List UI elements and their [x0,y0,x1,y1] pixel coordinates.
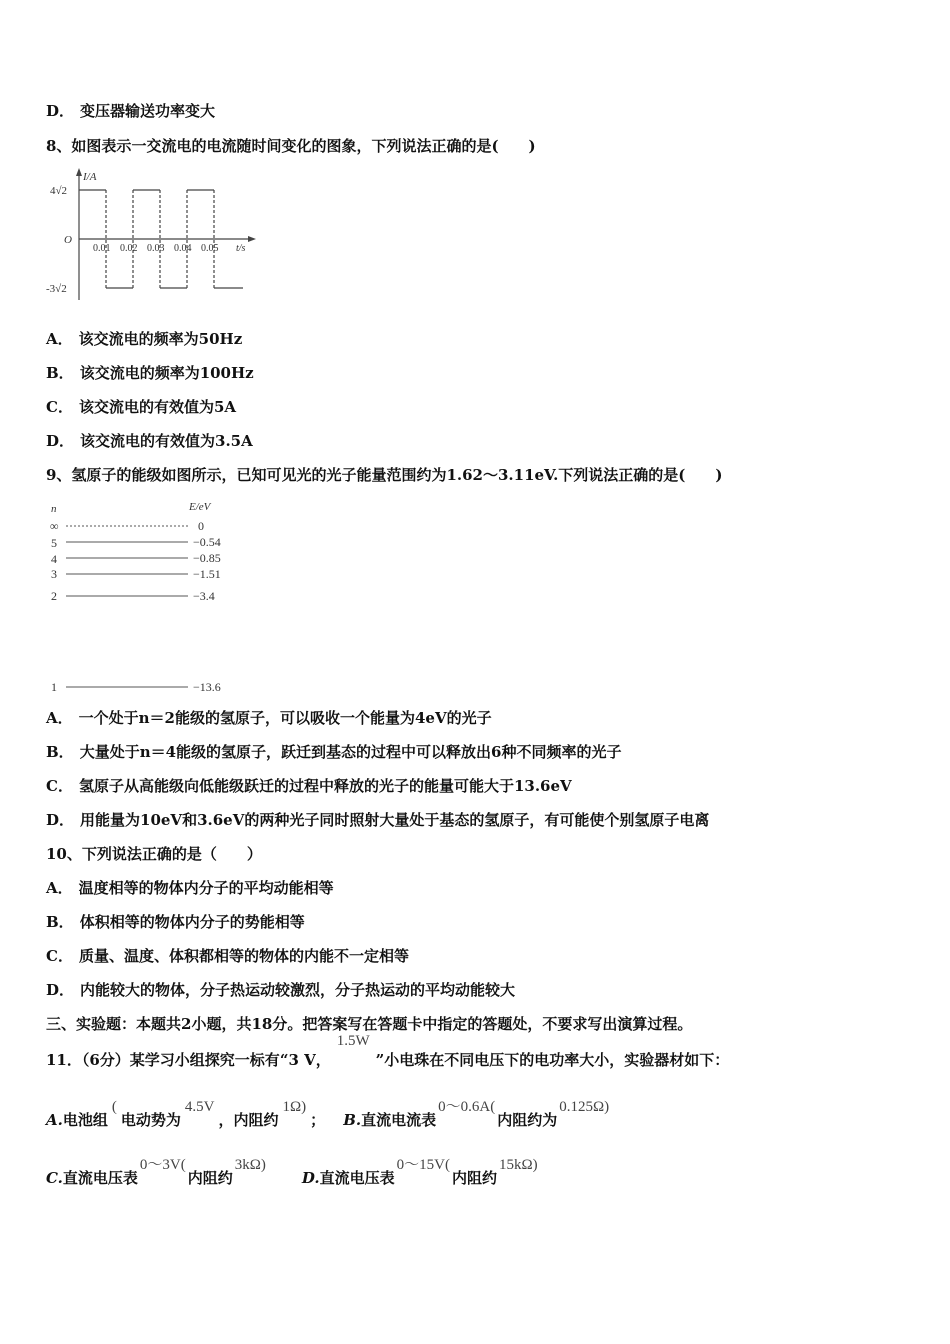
level-energy: 0 [198,519,204,533]
option-label: D． [46,981,75,999]
option-text: 该交流电的有效值为5A [78,398,237,416]
option-label: D． [46,811,75,829]
q8-stem: 8、如图表示一交流电的电流随时间变化的图象，下列说法正确的是( ) [46,137,536,155]
q11-item-a [46,1099,611,1131]
level-n: 3 [51,567,57,581]
level-n: 4 [51,552,57,566]
item-text: 直流电流表 [361,1111,437,1129]
option-text: 大量处于n＝4能级的氢原子，跃迁到基态的过程中可以释放出6种不同频率的光子 [79,743,622,761]
option-text: 氢原子从高能级向低能级跃迁的过程中释放的光子的能量可能大于13.6eV [78,777,572,795]
option-text: 内能较大的物体，分子热运动较激烈，分子热运动的平均动能较大 [80,981,516,999]
y-axis-label: I/A [83,171,97,183]
item-text: 直流电压表 [62,1169,138,1187]
formula: 1.5W [336,1033,370,1049]
stem-text: 11．（6分）某学习小组探究一标有“3 V， [46,1051,331,1069]
level-energy: −0.54 [193,535,221,549]
item-text: ，内阻约 [218,1111,279,1129]
option-label: C． [46,947,73,965]
energy-label: E/eV [189,501,211,513]
origin-label: O [64,234,72,246]
level-energy: −0.85 [193,551,221,565]
item-text: 内阻约 [187,1169,233,1187]
level-n: 5 [51,536,57,550]
q8-option-b [46,363,254,383]
formula: 0～0.6A( [438,1099,496,1115]
q8-option-a [46,329,242,349]
q8-option-c [46,397,236,417]
item-label: D. [301,1169,320,1187]
option-text: 一个处于n＝2能级的氢原子，可以吸收一个能量为4eV的光子 [78,709,492,727]
option-text: 该交流电的频率为100Hz [79,364,254,382]
item-label: C. [46,1169,63,1187]
option-text: 该交流电的有效值为3.5A [80,432,253,450]
formula: 0～3V( [139,1157,186,1173]
x-tick: 0.02 [120,243,138,254]
item-label: B. [343,1111,362,1129]
current-time-graph [0,0,300,310]
q9-stem: 9、氢原子的能级如图所示，已知可见光的光子能量范围约为1.62～3.11eV.下列说法正确的是( ) [46,466,723,484]
item-label: A. [46,1111,63,1129]
q9-option-b [46,742,621,762]
formula: 0～15V( [396,1157,450,1173]
q10-option-c [46,946,409,966]
level-energy: −3.4 [193,589,215,603]
item-text: 电池组 [62,1111,108,1129]
q10-option-b [46,912,305,932]
n-label: n [51,503,57,515]
item-text: 电动势为 [120,1111,181,1129]
x-axis-label: t/s [236,243,246,254]
formula: ( [111,1099,117,1115]
option-text: 质量、温度、体积都相等的物体的内能不一定相等 [78,947,409,965]
formula: 1Ω) [282,1099,307,1115]
x-tick: 0.01 [93,243,111,254]
level-n: 1 [51,680,57,694]
formula: 15kΩ) [498,1157,538,1173]
option-text: 变压器输送功率变大 [80,102,216,120]
q11-item-c [46,1157,540,1189]
option-label: B． [46,743,74,761]
q8-option-d [46,431,253,451]
formula: 0.125Ω) [559,1099,610,1115]
q9-option-d [46,810,709,830]
y-max-label: 4√2 [50,185,68,197]
q11-stem [46,1033,730,1071]
option-label: A． [46,709,73,727]
item-text: ； [310,1111,326,1129]
level-n: ∞ [50,519,59,533]
option-text: 该交流电的频率为50Hz [78,330,243,348]
q10-option-a [46,878,334,898]
option-label: D． [46,102,75,120]
option-label: B． [46,364,74,382]
option-label: C． [46,398,73,416]
q10-option-d [46,980,515,1000]
option-text: 体积相等的物体内分子的势能相等 [79,913,305,931]
y-min-label: -3√2 [46,283,67,295]
x-tick: 0.03 [147,243,165,254]
option-label: A． [46,330,73,348]
q10-stem: 10、下列说法正确的是（ ） [46,845,262,863]
q9-option-a [46,708,492,728]
x-tick: 0.05 [201,243,219,254]
item-text: 内阻约 [451,1169,497,1187]
option-label: D． [46,432,75,450]
x-tick: 0.04 [174,243,192,254]
option-label: B． [46,913,74,931]
option-label: A． [46,879,73,897]
formula: 3kΩ) [234,1157,266,1173]
option-text: 温度相等的物体内分子的平均动能相等 [78,879,334,897]
level-energy: −1.51 [193,567,221,581]
item-text: 内阻约为 [497,1111,558,1129]
level-energy: −13.6 [193,680,221,694]
q9-option-c [46,776,572,796]
option-label: C． [46,777,73,795]
formula: 4.5V [184,1099,215,1115]
item-text: 直流电压表 [319,1169,395,1187]
stem-text: ”小电珠在不同电压下的电功率大小，实验器材如下： [375,1051,730,1069]
energy-level-diagram [0,490,300,700]
section-3-heading: 三、实验题：本题共2小题，共18分。把答案写在答题卡中指定的答题处，不要求写出演算过程。 [46,1015,693,1033]
option-text: 用能量为10eV和3.6eV的两种光子同时照射大量处于基态的氢原子，有可能使个别氢原子电离 [80,811,710,829]
level-n: 2 [51,589,57,603]
